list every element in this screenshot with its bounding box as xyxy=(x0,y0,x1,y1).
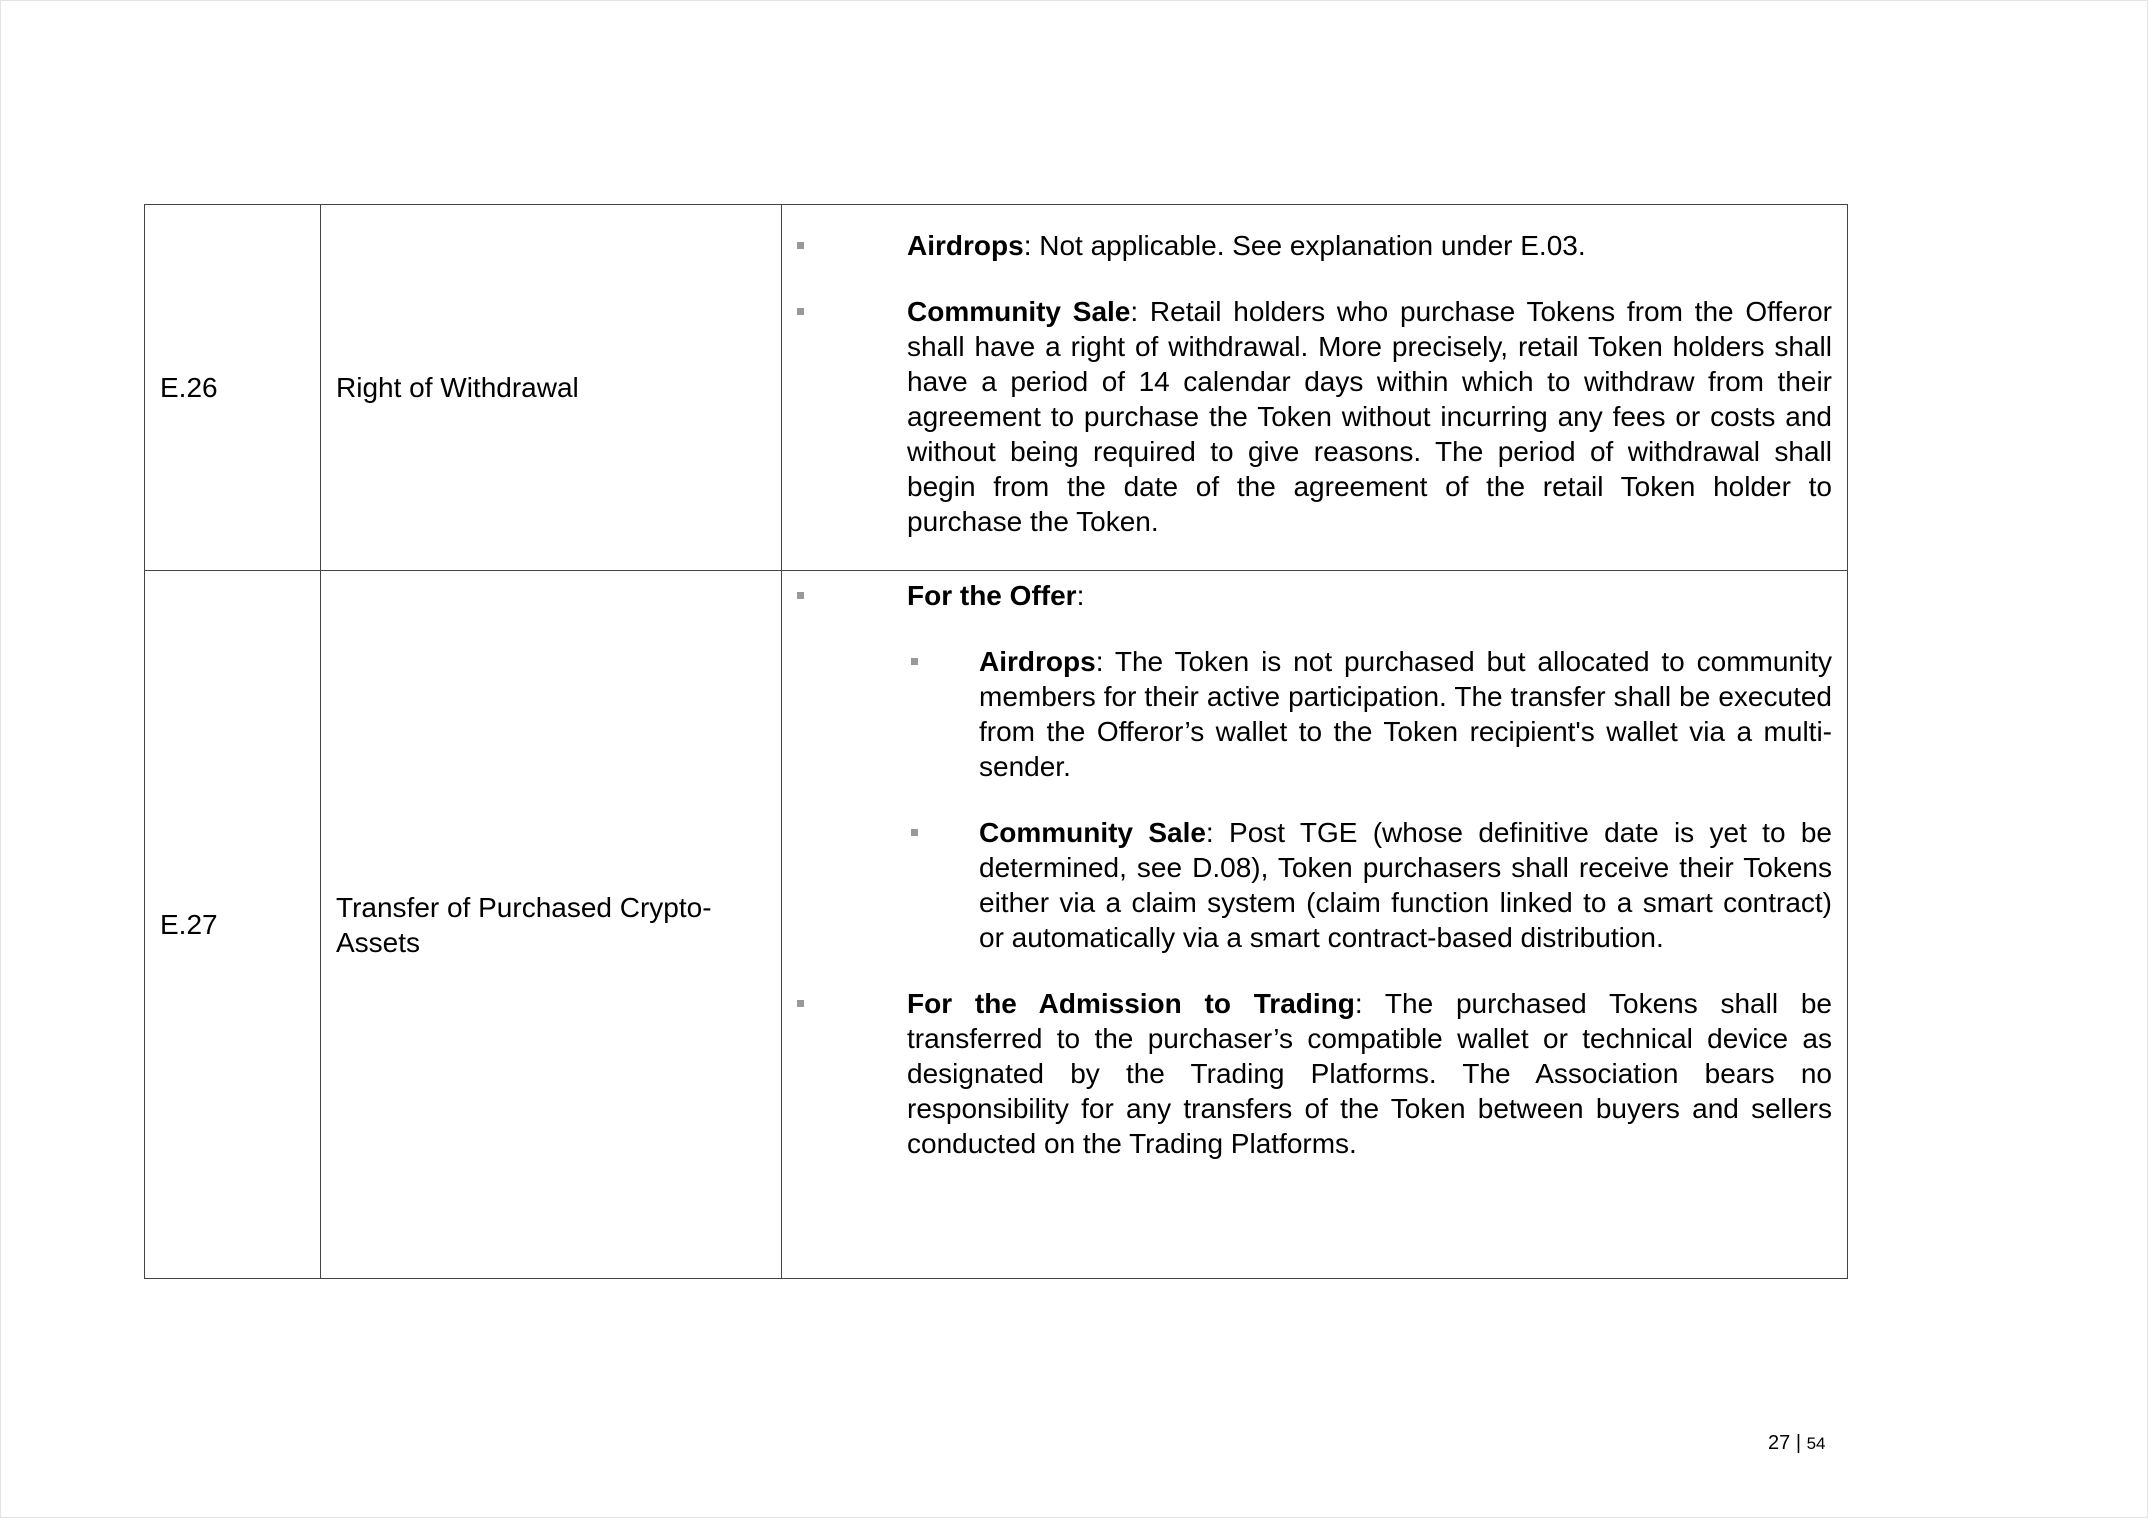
row-id: E.26 xyxy=(145,205,321,571)
square-bullet-icon xyxy=(797,592,804,599)
square-bullet-icon xyxy=(797,242,804,249)
square-bullet-icon xyxy=(797,1000,804,1007)
row-content xyxy=(782,571,1848,1279)
disclosure-table xyxy=(144,204,1848,1279)
sub-list-item: Community Sale: Post TGE (whose definitive date is yet to be determined, see D.08), Token purchasers shall receive their Tokens either via a claim system (claim function linked to a smart contract) or automatically via a smart contract-based distribution. xyxy=(907,815,1832,955)
square-bullet-icon xyxy=(911,829,918,836)
square-bullet-icon xyxy=(797,308,804,315)
table-row xyxy=(145,571,1848,1279)
table-row xyxy=(145,205,1848,571)
list-item: For the Admission to Trading: The purchased Tokens shall be transferred to the purchaser’s compatible wallet or technical device as designated by the Trading Platforms. The Association bears no responsibility for any transfers of the Token between buyers and sellers conducted on the Trading Platforms. xyxy=(782,986,1832,1161)
list-item: For the Offer: Airdrops: The Token is not purchased but allocated to community members for their active participation. The transfer shall be executed from the Offeror’s wallet to the Token recipient's wallet via a multi-sender. Community Sale: Post TGE (whose definitive date is yet to be determined, see D.08), Token purchasers shall receive their Tokens either via a claim system (claim function linked to a smart contract) or automatically via a smart contract-based distribution. xyxy=(782,578,1832,955)
sub-list-item: Airdrops: The Token is not purchased but allocated to community members for their active participation. The transfer shall be executed from the Offeror’s wallet to the Token recipient's wallet via a multi-sender. xyxy=(907,644,1832,784)
row-id: E.27 xyxy=(145,571,321,1279)
row-title: Transfer of Purchased Crypto-Assets xyxy=(321,571,782,1279)
row-title: Right of Withdrawal xyxy=(321,205,782,571)
list-item: Community Sale: Retail holders who purchase Tokens from the Offeror shall have a right of withdrawal. More precisely, retail Token holders shall have a period of 14 calendar days within which to withdraw from their agreement to purchase the Token without incurring any fees or costs and without being required to give reasons. The period of withdrawal shall begin from the date of the agreement of the retail Token holder to purchase the Token. xyxy=(782,294,1832,539)
list-item: Airdrops: Not applicable. See explanation under E.03. xyxy=(782,228,1832,263)
row-content xyxy=(782,205,1848,571)
page-number: 27 | 54 xyxy=(1768,1432,1826,1454)
square-bullet-icon xyxy=(911,658,918,665)
